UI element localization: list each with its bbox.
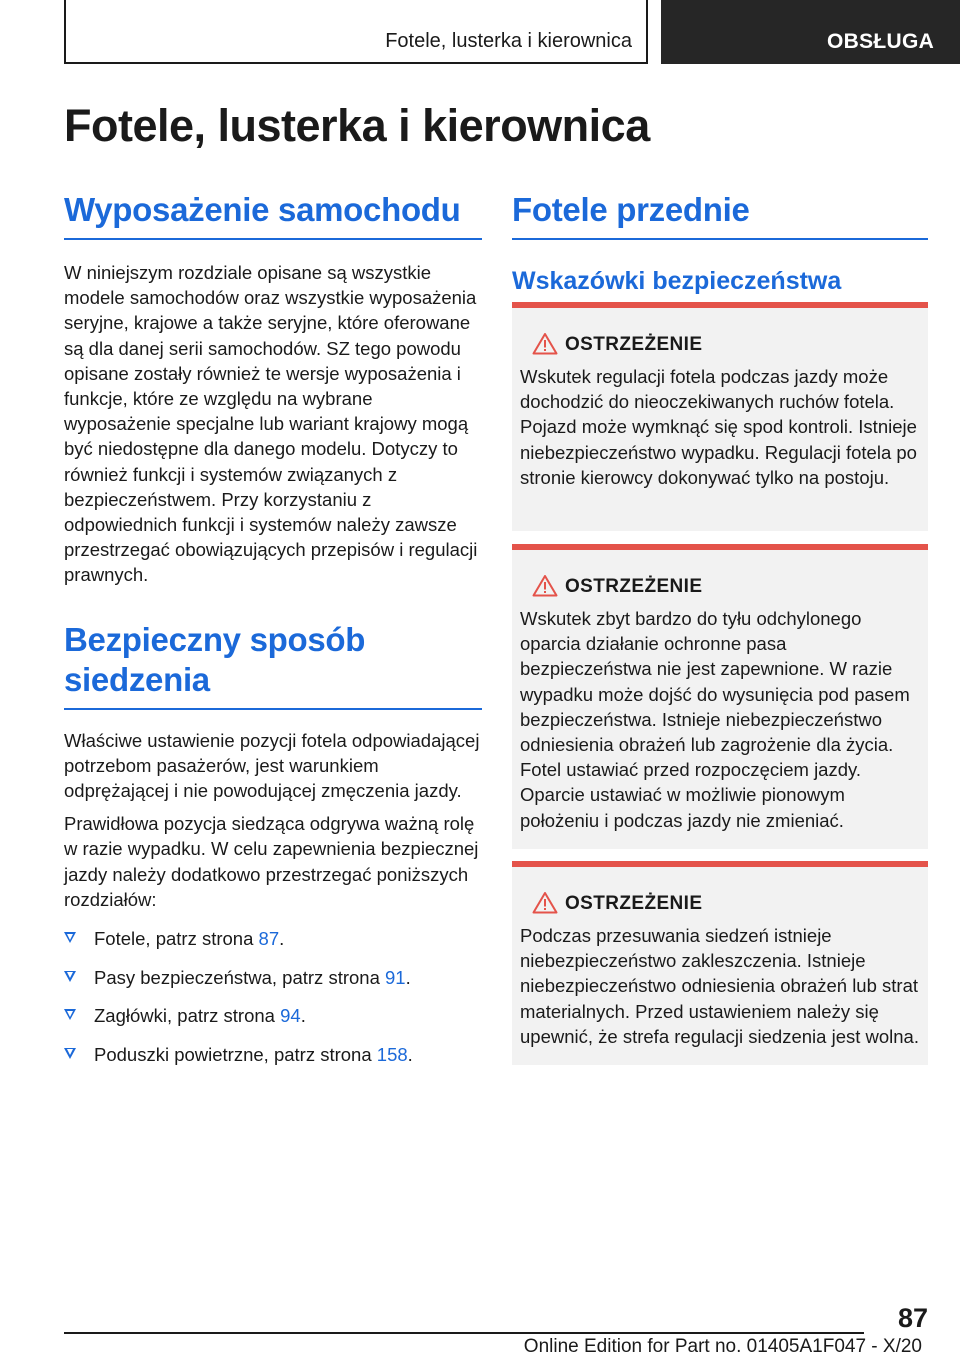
reference-end: . (407, 1043, 413, 1065)
list-item (64, 1003, 482, 1028)
seating-paragraph-2: Prawidłowa pozycja siedząca odgrywa ważną rolę w razie wypadku. W celu zapewnienia bezpiecznej jazdy należy dodatkowo przestrzegać poniższych rozdziałów: (64, 813, 479, 910)
reference-text: Fotele, patrz strona (94, 928, 259, 950)
warning-header (520, 891, 920, 915)
left-column (64, 190, 482, 1080)
warning-label: OSTRZEŻENIE (565, 576, 703, 597)
warning-text: Wskutek regulacji fotela podczas jazdy może dochodzić do nieoczekiwanych ruchów fotela. Pojazd może wymknąć się spod kontroli. Istnieje niebezpieczeństwo wypadku. Regulacji fotela po stronie kierowcy dokonywać tylko na postoju. (520, 366, 917, 488)
section-tab (661, 0, 960, 64)
reference-end: . (279, 928, 285, 950)
warning-triangle-icon (532, 332, 558, 355)
subheading-safety: Wskazówki bezpieczeństwa (512, 267, 842, 295)
footer-edition: Online Edition for Part no. 01405A1F047 - X/20 (523, 1336, 922, 1357)
equipment-text: W niniejszym rozdziale opisane są wszystkie modele samochodów oraz wszystkie wyposażenia seryjne, krajowe a także seryjne, które oferowane są dla danej serii samochodów. SZ tego powodu opisane zostały również te wersje wyposażenia i funkcje, które ze względu na wybrane wyposażenie specjalne lub wariant krajowy mogą być niedostępne dla danego modelu. Dotyczy to również funkcji i systemów związanych z bezpieczeństwem. Przy korzystaniu z odpowiednich funkcji i systemów należy zawsze przestrzegać obowiązujących przepisów i regulacji prawnych. (64, 262, 478, 586)
right-column (512, 190, 928, 296)
page-link[interactable]: 87 (258, 928, 280, 950)
bullet-triangle-icon (64, 932, 76, 943)
warning-triangle-icon (532, 574, 558, 597)
page-link[interactable]: 91 (385, 966, 406, 988)
reference-text: Zagłówki, patrz strona (94, 1005, 281, 1027)
warning-text: Wskutek zbyt bardzo do tyłu odchylonego oparcia działanie ochronne pasa bezpieczeństwa nie jest zapewnione. W razie wypadku może dojść do wysunięcia pod pasem bezpieczeństwa. Istnieje niebezpieczeństwo odniesienia obrażeń lub zagrożenie dla życia. Fotel ustawiać przed rozpoczęciem jazdy. Oparcie ustawiać w możliwie pionowym położeniu i podczas jazdy nie zmieniać. (520, 608, 910, 831)
page-link[interactable]: 158 (376, 1043, 408, 1065)
page-link[interactable]: 94 (280, 1005, 301, 1027)
list-item (64, 926, 482, 951)
page-title: Fotele, lusterka i kierownica (64, 100, 650, 151)
section-heading-seating: Bezpieczny sposób siedzenia (64, 620, 482, 710)
footer-divider (64, 1332, 864, 1334)
warning-header (520, 332, 920, 356)
warning-header (520, 574, 920, 598)
reference-list (64, 926, 482, 1067)
warning-box-2 (512, 544, 928, 849)
running-header-title: Fotele, lusterka i kierownica (385, 30, 632, 52)
warning-box-1 (512, 302, 928, 531)
warning-label: OSTRZEŻENIE (565, 893, 703, 914)
reference-end: . (300, 1005, 306, 1027)
list-item (64, 965, 482, 990)
reference-text: Poduszki powietrzne, patrz strona (94, 1043, 377, 1065)
page-number: 87 (897, 1303, 928, 1333)
section-heading-equipment: Wyposażenie samochodu (64, 190, 482, 240)
bullet-triangle-icon (64, 1048, 76, 1059)
warning-text: Podczas przesuwania siedzeń istnieje niebezpieczeństwo zakleszczenia. Istnieje niebezpieczeństwo odniesienia obrażeń lub strat materialnych. Przed ustawieniem należy się upewnić, że strefa regulacji siedzenia jest wolna. (520, 925, 919, 1047)
warning-triangle-icon (532, 891, 558, 914)
bullet-triangle-icon (64, 1009, 76, 1020)
section-tab-label: OBSŁUGA (827, 30, 935, 53)
running-header (64, 0, 648, 64)
warning-box-3 (512, 861, 928, 1065)
list-item (64, 1042, 482, 1067)
seating-paragraph-1: Właściwe ustawienie pozycji fotela odpowiadającej potrzebom pasażerów, jest warunkiem odprężającej i nie powodującej zmęczenia jazdy. (64, 729, 480, 802)
warning-label: OSTRZEŻENIE (565, 334, 703, 355)
reference-end: . (405, 966, 411, 988)
section-heading-front-seats: Fotele przednie (512, 190, 928, 240)
reference-text: Pasy bezpieczeństwa, patrz strona (94, 966, 386, 988)
bullet-triangle-icon (64, 971, 76, 982)
